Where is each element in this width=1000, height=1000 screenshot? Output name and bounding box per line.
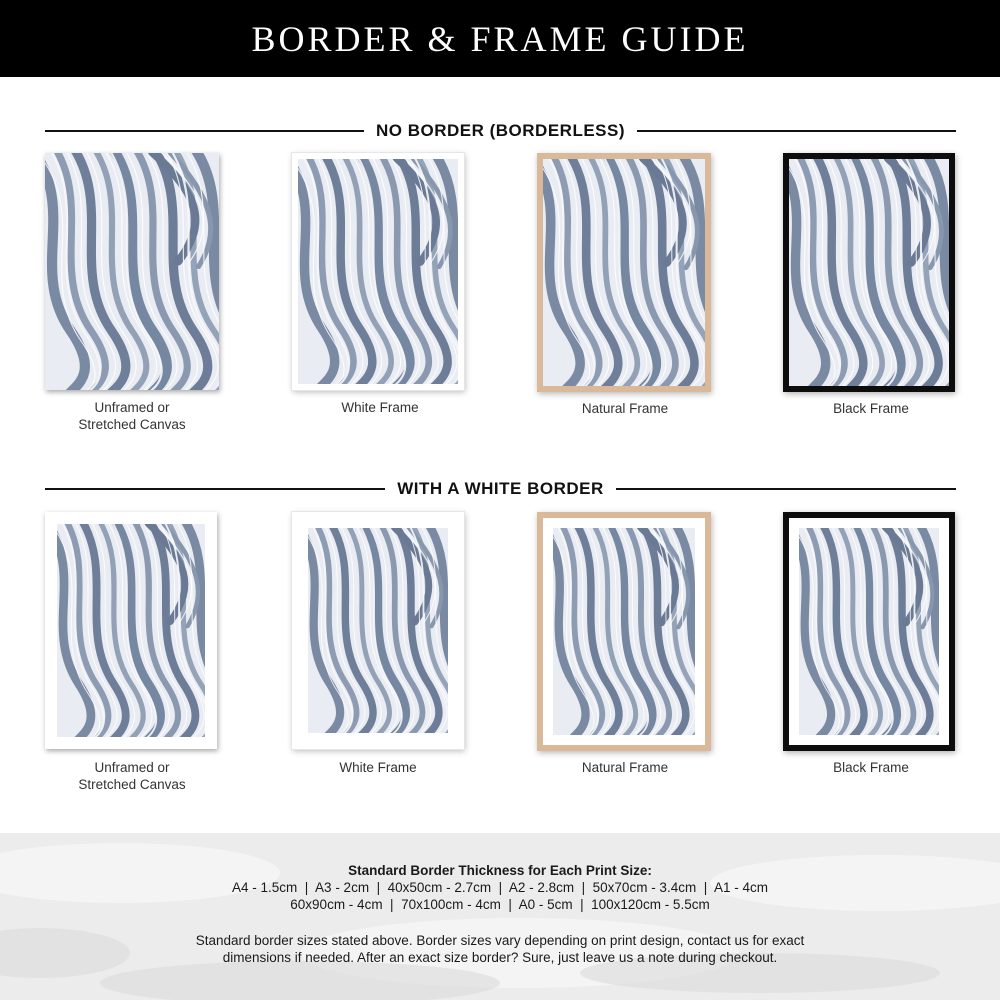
page-title: BORDER & FRAME GUIDE	[251, 18, 749, 59]
abstract-wave-artwork-icon	[308, 528, 448, 733]
abstract-wave-artwork-icon	[553, 528, 695, 735]
caption-line: Stretched Canvas	[78, 417, 186, 432]
preview-borderless-black-frame	[783, 153, 955, 392]
preview-bordered-black-frame	[783, 512, 955, 751]
caption-bordered-natural-frame	[535, 759, 715, 776]
preview-bordered-canvas	[45, 512, 217, 749]
section-heading-borderless	[45, 119, 956, 143]
caption-bordered-canvas	[42, 759, 222, 793]
caption-borderless-canvas	[42, 399, 222, 433]
caption-line: Black Frame	[833, 760, 909, 775]
border-thickness-info-panel	[0, 833, 1000, 1000]
caption-line: Unframed or	[94, 400, 170, 415]
heading-rule-right	[637, 130, 956, 132]
artwork-area	[799, 528, 939, 735]
abstract-wave-artwork-icon	[799, 528, 939, 735]
caption-line: White Frame	[341, 400, 419, 415]
heading-rule-left	[45, 488, 385, 490]
footer-title: Standard Border Thickness for Each Print Size:	[348, 863, 652, 878]
caption-borderless-natural-frame	[535, 400, 715, 417]
caption-line: Natural Frame	[581, 760, 669, 775]
section-heading-white-border	[45, 477, 956, 501]
preview-borderless-white-frame	[292, 153, 464, 390]
abstract-wave-artwork-icon	[543, 159, 705, 386]
caption-line: Stretched Canvas	[78, 777, 186, 792]
caption-bordered-black-frame	[781, 759, 961, 776]
preview-borderless-canvas	[45, 153, 219, 390]
artwork-area	[57, 524, 205, 737]
caption-line: Unframed or	[94, 760, 170, 775]
artwork-area	[553, 528, 695, 735]
border-note-line-2: dimensions if needed. After an exact size border? Sure, just leave us a note during checkout.	[222, 950, 778, 965]
abstract-wave-artwork-icon	[298, 159, 458, 384]
abstract-wave-artwork-icon	[789, 159, 949, 386]
preview-bordered-white-frame	[292, 512, 464, 749]
preview-bordered-natural-frame	[537, 512, 711, 751]
abstract-wave-artwork-icon	[57, 524, 205, 737]
caption-borderless-white-frame	[290, 399, 470, 416]
preview-borderless-natural-frame	[537, 153, 711, 392]
caption-line: White Frame	[339, 760, 417, 775]
border-sizes-line-1: A4 - 1.5cm | A3 - 2cm | 40x50cm - 2.7cm | A2 - 2.8cm | 50x70cm - 3.4cm | A1 - 4cm	[232, 880, 768, 895]
caption-line: Natural Frame	[581, 401, 669, 416]
marble-texture-background	[0, 833, 1000, 1000]
header-bar	[0, 0, 1000, 77]
heading-rule-right	[616, 488, 956, 490]
border-sizes-line-2: 60x90cm - 4cm | 70x100cm - 4cm | A0 - 5cm | 100x120cm - 5.5cm	[290, 897, 710, 912]
caption-borderless-black-frame	[781, 400, 961, 417]
section-heading-label: WITH A WHITE BORDER	[397, 479, 604, 498]
heading-rule-left	[45, 130, 364, 132]
border-note-line-1: Standard border sizes stated above. Border sizes vary depending on print design, contact us for exact	[195, 933, 805, 948]
caption-line: Black Frame	[833, 401, 909, 416]
section-heading-label: NO BORDER (BORDERLESS)	[376, 121, 626, 140]
artwork-area	[308, 528, 448, 733]
abstract-wave-artwork-icon	[45, 153, 219, 390]
caption-bordered-white-frame	[288, 759, 468, 776]
